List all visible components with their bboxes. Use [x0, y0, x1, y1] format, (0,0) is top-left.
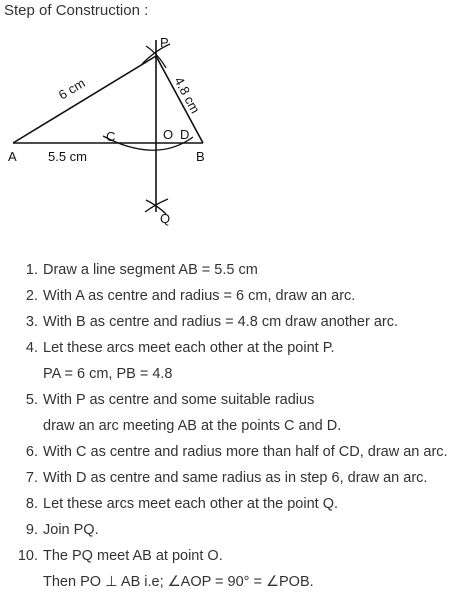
step-text: With C as centre and radius more than half of CD, draw an arc. [43, 444, 448, 460]
step-number: 10. [17, 548, 38, 564]
step-text: The PQ meet AB at point O. [43, 548, 223, 564]
label-c: C [106, 129, 116, 144]
label-d: D [180, 127, 190, 142]
step-text: With D as centre and same radius as in step 6, draw an arc. [43, 470, 428, 486]
step-text: With A as centre and radius = 6 cm, draw an arc. [43, 288, 356, 304]
label-a: A [8, 149, 17, 164]
step-text: Then PO ⊥ AB i.e; ∠AOP = 90° = ∠POB. [43, 574, 314, 590]
segment-ap [13, 56, 156, 143]
label-p: P [160, 35, 169, 50]
length-bp: 4.8 cm [171, 74, 203, 116]
step-number: 4. [25, 340, 38, 356]
step-text: With B as centre and radius = 4.8 cm draw another arc. [43, 314, 399, 330]
step-number: 8. [25, 496, 38, 512]
step-number: 6. [25, 444, 38, 460]
step-text: PA = 6 cm, PB = 4.8 [43, 366, 173, 382]
construction-figure [0, 0, 475, 240]
step-number: 9. [25, 522, 38, 538]
label-b: B [196, 149, 205, 164]
step-number: 7. [25, 470, 38, 486]
step-text: draw an arc meeting AB at the points C and D. [43, 418, 342, 434]
step-text: Draw a line segment AB = 5.5 cm [43, 262, 258, 278]
label-o: O [163, 127, 174, 142]
step-number: 5. [25, 392, 38, 408]
length-ab: 5.5 cm [48, 149, 88, 164]
construction-heading: Step of Construction : [4, 2, 149, 19]
label-q: Q [160, 211, 171, 226]
step-text: Join PQ. [43, 522, 99, 538]
length-ap: 6 cm [55, 75, 88, 103]
step-text: With P as centre and some suitable radius [43, 392, 315, 408]
step-number: 3. [25, 314, 38, 330]
step-text: Let these arcs meet each other at the point Q. [43, 496, 339, 512]
step-number: 2. [25, 288, 38, 304]
step-text: Let these arcs meet each other at the point P. [43, 340, 335, 356]
step-number: 1. [25, 262, 38, 278]
